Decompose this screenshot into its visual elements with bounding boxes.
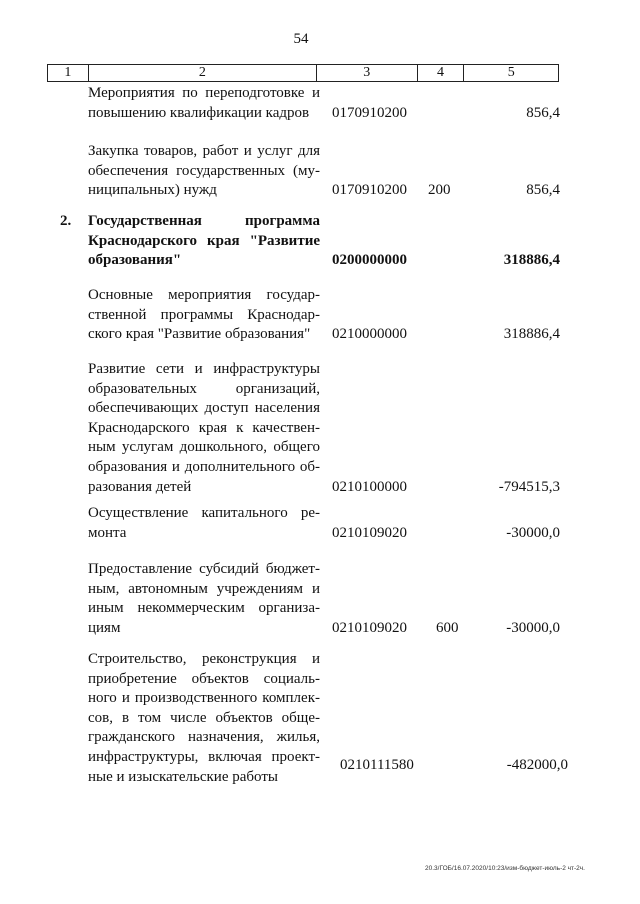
row-name-line: образования и дополнительного об- <box>88 458 320 475</box>
row-amount: 856,4 <box>526 182 560 199</box>
row-name-line: Краснодарского края к качествен- <box>88 419 320 436</box>
row-name-line: сов, в том числе объектов обще- <box>88 709 320 726</box>
row-amount: -30000,0 <box>506 524 560 541</box>
row-name-line: гражданского назначения, жилья, <box>88 729 320 746</box>
row-name-line: Осуществление капитального ре- <box>88 505 320 521</box>
row-name-line: образовательных организаций, <box>88 380 320 397</box>
row-name-line: Строительство, реконструкция и <box>88 651 320 667</box>
row-code: 0210109020 <box>332 524 407 541</box>
row-code: 0170910200 <box>332 182 407 199</box>
row-name-line: обеспечения государственных (му- <box>88 162 320 179</box>
row-amount: -794515,3 <box>498 478 560 495</box>
row-amount: 318886,4 <box>503 326 560 343</box>
row-name-line: ского края "Развитие образования" <box>88 326 311 343</box>
row-name-line: Развитие сети и инфраструктуры <box>88 361 320 377</box>
row-name-line: Предоставление субсидий бюджет- <box>88 561 320 577</box>
column-header-2: 2 <box>89 65 317 81</box>
row-name <box>88 650 320 787</box>
row-name-line: циям <box>88 619 121 636</box>
row-name-line: Государственная программа <box>88 213 320 229</box>
footer-file-stamp: 20.3/ГОБ/16.07.2020/10:23/изм-бюджет-июль-2 чт-2ч. <box>425 865 585 872</box>
row-name-line: повышению квалификации кадров <box>88 104 310 121</box>
row-name-line: монта <box>88 524 127 541</box>
row-name-line: Краснодарского края "Развитие <box>88 232 320 249</box>
row-name <box>88 360 320 497</box>
page-number: 54 <box>293 31 309 47</box>
row-code: 0210109020 <box>332 619 407 636</box>
row-type: 600 <box>436 619 459 636</box>
table-header <box>47 64 559 82</box>
row-name <box>88 286 320 345</box>
row-name-line: инфраструктуры, включая проект- <box>88 748 320 765</box>
row-name <box>88 504 320 543</box>
column-header-3: 3 <box>317 65 418 81</box>
row-amount: 318886,4 <box>503 252 560 269</box>
row-name-line: образования" <box>88 252 182 269</box>
row-amount: -30000,0 <box>506 619 560 636</box>
row-name <box>88 84 320 123</box>
row-name-line: иным некоммерческим организа- <box>88 600 320 617</box>
row-name-line: ным, автономным учреждениям и <box>88 580 320 597</box>
row-name-line: ственной программы Краснодар- <box>88 306 320 323</box>
row-name-line: Основные мероприятия государ- <box>88 287 320 303</box>
row-name <box>88 560 320 638</box>
row-amount: -482000,0 <box>506 756 568 773</box>
row-number: 2. <box>60 213 72 229</box>
row-amount: 856,4 <box>526 104 560 121</box>
column-header-4: 4 <box>418 65 465 81</box>
row-name-line: ниципальных) нужд <box>88 182 217 199</box>
row-code: 0210100000 <box>332 478 407 495</box>
column-header-5: 5 <box>507 65 515 80</box>
row-name <box>88 212 320 271</box>
row-type: 200 <box>428 182 451 199</box>
row-name-line: приобретение объектов социаль- <box>88 670 320 687</box>
row-name-line: обеспечивающих доступ населения <box>88 400 320 417</box>
row-name-line: Закупка товаров, работ и услуг для <box>88 143 320 159</box>
row-code: 0170910200 <box>332 104 407 121</box>
column-header-1: 1 <box>48 65 89 81</box>
row-name-line: ным услугам дошкольного, общего <box>88 439 320 456</box>
row-name-line: разования детей <box>88 478 192 495</box>
row-code: 0210111580 <box>340 756 414 773</box>
row-code: 0210000000 <box>332 326 407 343</box>
row-name-line: ные и изыскательские работы <box>88 768 278 785</box>
row-name-line: Мероприятия по переподготовке и <box>88 85 320 101</box>
row-code: 0200000000 <box>332 252 407 269</box>
row-name-line: ного и производственного комплек- <box>88 690 320 707</box>
row-name <box>88 142 320 201</box>
